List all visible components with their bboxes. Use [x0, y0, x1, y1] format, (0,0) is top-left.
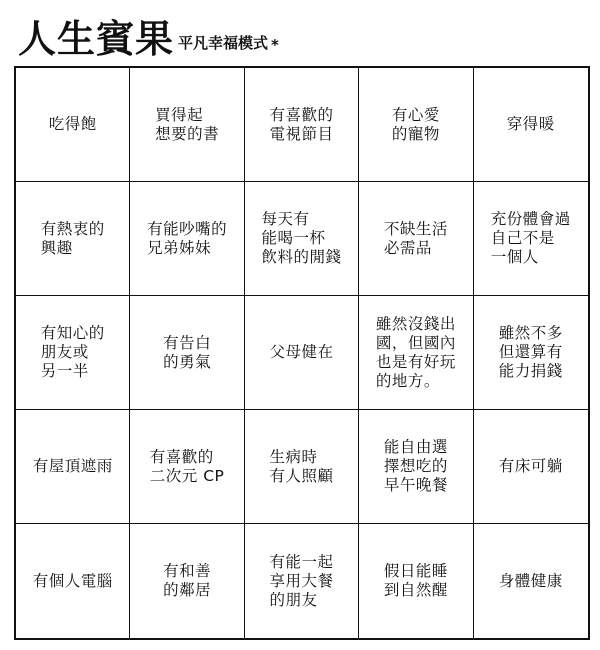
- bingo-cell-text: 不缺生活 必需品: [383, 219, 448, 257]
- bingo-cell-text: 充份體會過 自己不是 一個人: [490, 210, 571, 266]
- bingo-cell: [130, 524, 244, 638]
- asterisk-mark: *: [271, 36, 279, 54]
- bingo-cell-text: 每天有 能喝一杯 飲料的閒錢: [261, 210, 342, 266]
- bingo-cell-text: 有能一起 享用大餐 的朋友: [269, 552, 334, 609]
- bingo-cell-text: 有能吵嘴的 兄弟姊妹: [147, 219, 228, 257]
- bingo-cell-text: 吃得飽: [48, 115, 97, 133]
- bingo-cell: [359, 524, 473, 638]
- bingo-cell: [16, 524, 130, 638]
- bingo-cell: [474, 182, 588, 296]
- bingo-cell: [16, 68, 130, 182]
- bingo-cell-text: 身體健康: [498, 571, 563, 590]
- bingo-cell-text: 能自由選 擇想吃的 早午晚餐: [383, 438, 448, 494]
- bingo-cell: [16, 296, 130, 410]
- bingo-cell-text: 穿得暖: [506, 115, 555, 133]
- bingo-cell-text: 有個人電腦: [32, 571, 113, 590]
- bingo-cell-text: 有床可躺: [498, 457, 563, 475]
- bingo-cell-text: 有喜歡的 電視節目: [269, 105, 334, 143]
- bingo-cell-text: 生病時 有人照顧: [269, 447, 334, 485]
- bingo-cell-text: 有屋頂遮雨: [32, 457, 113, 475]
- bingo-cell: [130, 296, 244, 410]
- bingo-cell-text: 有熱衷的 興趣: [40, 219, 105, 257]
- bingo-cell: [130, 68, 244, 182]
- title-row: [18, 10, 279, 62]
- bingo-cell: [130, 182, 244, 296]
- bingo-cell: [245, 524, 359, 638]
- bingo-cell: [474, 524, 588, 638]
- bingo-cell-text: 有和善 的鄰居: [163, 562, 212, 599]
- bingo-cell: [16, 182, 130, 296]
- page-title: 人生賓果: [18, 17, 175, 61]
- bingo-cell-text: 有喜歡的 二次元 CP: [149, 447, 225, 485]
- bingo-cell: [474, 68, 588, 182]
- bingo-cell: [359, 68, 473, 182]
- bingo-cell: [245, 68, 359, 182]
- bingo-cell-text: 父母健在: [269, 343, 334, 361]
- page-subtitle: 平凡幸福模式: [178, 34, 269, 52]
- bingo-cell: [474, 296, 588, 410]
- bingo-cell: [359, 296, 473, 410]
- bingo-cell-text: 雖然不多 但還算有 能力捐錢: [498, 324, 563, 380]
- bingo-cell: [359, 182, 473, 296]
- bingo-cell: [130, 410, 244, 524]
- bingo-cell-text: 買得起 想要的書: [155, 105, 220, 143]
- bingo-cell: [474, 410, 588, 524]
- bingo-board: [14, 66, 590, 640]
- bingo-cell: [245, 182, 359, 296]
- bingo-cell: [359, 410, 473, 524]
- bingo-cell-text: 假日能睡 到自然醒: [383, 562, 448, 599]
- bingo-cell-text: 雖然沒錢出 國，但國內 也是有好玩 的地方。: [375, 314, 456, 390]
- bingo-cell: [245, 296, 359, 410]
- bingo-cell: [245, 410, 359, 524]
- bingo-cell: [16, 410, 130, 524]
- bingo-cell-text: 有告白 的勇氣: [163, 333, 212, 371]
- bingo-cell-text: 有心愛 的寵物: [391, 105, 440, 143]
- bingo-cell-text: 有知心的 朋友或 另一半: [40, 324, 105, 380]
